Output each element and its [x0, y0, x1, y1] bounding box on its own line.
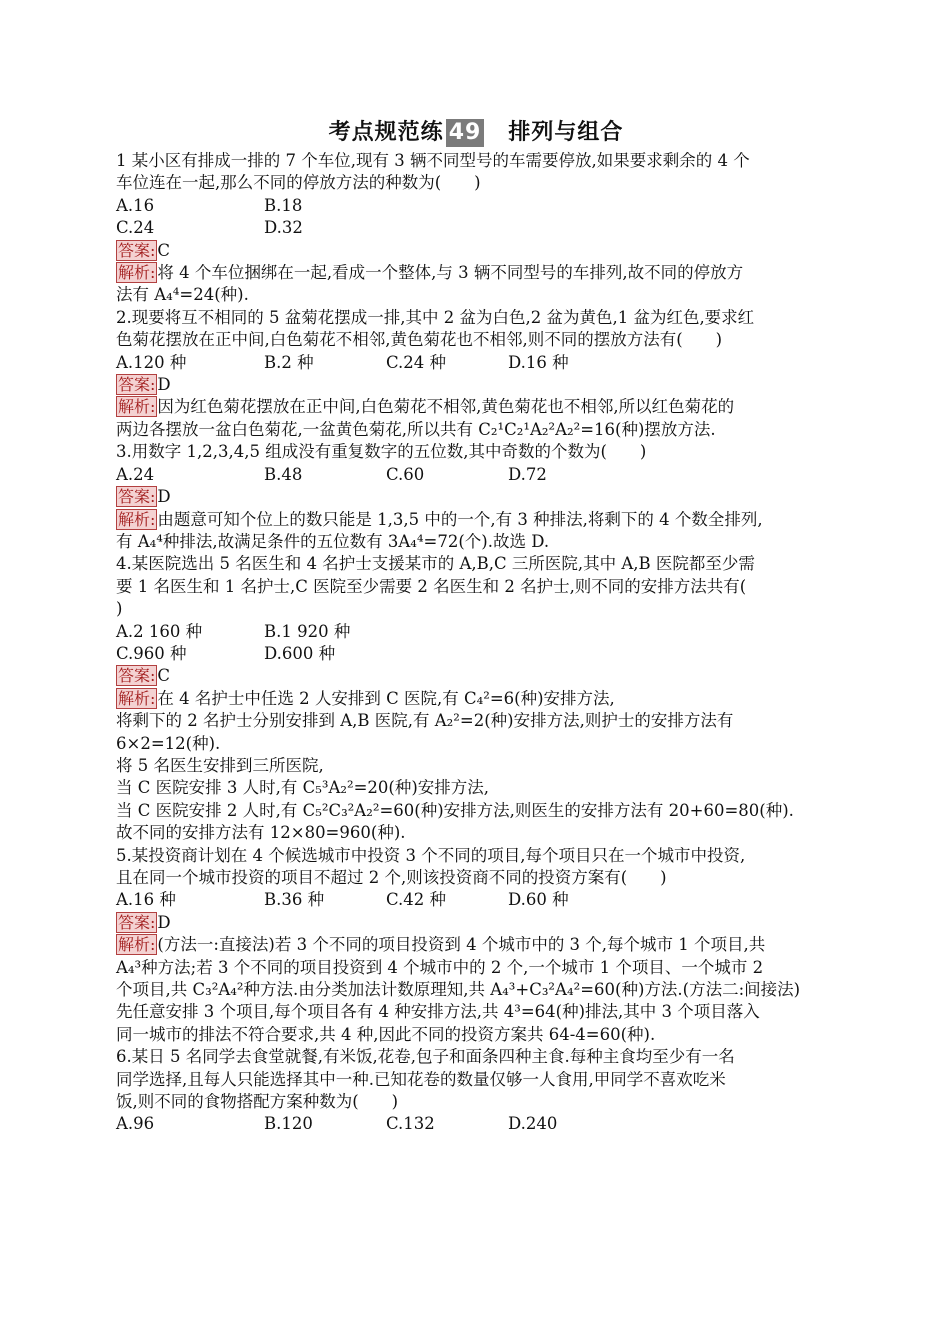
q3-analysis-text-1: 由题意可知个位上的数只能是 1,3,5 中的一个,有 3 种排法,将剩下的 4 个数全排列,	[157, 509, 763, 529]
page-title	[116, 116, 836, 150]
q1-analysis-line-2: 法有 A₄⁴=24(种).	[116, 285, 249, 305]
q4-options-row-2	[116, 643, 836, 665]
analysis-tag: 解析:	[118, 263, 156, 283]
q4-text-line-2: 要 1 名医生和 1 名护士,C 医院至少需要 2 名医生和 2 名护士,则不同的安排方法共有(	[116, 576, 747, 596]
q1-option-c: C.24	[116, 218, 155, 238]
q5-options-row	[116, 889, 836, 911]
q2-analysis-line-2: 两边各摆放一盆白色菊花,一盆黄色菊花,所以共有 C₂¹C₂¹A₂²A₂²=16(种)摆放方法.	[116, 419, 716, 439]
q4-option-a: A.2 160 种	[116, 621, 203, 641]
q2-option-d: D.16 种	[508, 352, 569, 372]
answer-tag: 答案:	[118, 912, 156, 932]
answer-tag: 答案:	[118, 240, 156, 260]
q5-analysis-line-5: 同一城市的排法不符合要求,共 4 种,因此不同的投资方案共 64-4=60(种).	[116, 1024, 656, 1044]
q1-answer-value: C	[157, 240, 171, 260]
q4-analysis-line-5: 当 C 医院安排 3 人时,有 C₅³A₂²=20(种)安排方法,	[116, 778, 490, 798]
q3-option-c: C.60	[386, 464, 425, 484]
answer-tag: 答案:	[118, 487, 156, 507]
q4-analysis-line-1	[116, 688, 836, 710]
q4-option-c: C.960 种	[116, 643, 187, 663]
q2-option-c: C.24 种	[386, 352, 447, 372]
exercise-page	[116, 116, 836, 1136]
q5-analysis-line-4: 先任意安排 3 个项目,每个项目各有 4 种安排方法,共 4³=64(种)排法,其中 3 个项目落入	[116, 1002, 760, 1022]
q4-analysis-line-3: 6×2=12(种).	[116, 733, 221, 753]
q5-analysis-line-3: 个项目,共 C₃²A₄²种方法.由分类加法计数原理知,共 A₄³+C₃²A₄²=60(种)方法.(方法二:间接法)	[116, 980, 801, 1000]
q6-option-d: D.240	[508, 1114, 558, 1134]
q4-option-b: B.1 920 种	[264, 621, 351, 641]
q5-text-line-2: 且在同一个城市投资的项目不超过 2 个,则该投资商不同的投资方案有( )	[116, 868, 667, 887]
q2-analysis-line-1	[116, 396, 836, 418]
q5-answer	[116, 912, 836, 934]
title-number-badge: 49	[446, 119, 485, 147]
title-main: 考点规范练	[328, 120, 444, 145]
q4-options-row-1	[116, 621, 836, 643]
analysis-tag: 解析:	[118, 688, 156, 708]
q4-text-line-1: 4.某医院选出 5 名医生和 4 名护士支援某市的 A,B,C 三所医院,其中 A,B 医院都至少需	[116, 554, 755, 574]
q5-analysis-line-2: A₄³种方法;若 3 个不同的项目投资到 4 个城市中的 2 个,一个城市 1 个项目、一个城市 2	[116, 957, 764, 977]
q2-answer-value: D	[157, 375, 171, 395]
q4-analysis-line-6: 当 C 医院安排 2 人时,有 C₅²C₃²A₂²=60(种)安排方法,则医生的安排方法有 20+60=80(种).	[116, 800, 794, 820]
q4-answer	[116, 665, 836, 687]
q1-analysis-line-1	[116, 262, 836, 284]
q3-option-b: B.48	[264, 464, 303, 484]
q4-answer-value: C	[157, 666, 171, 686]
q2-text-line-1: 2.现要将互不相同的 5 盆菊花摆成一排,其中 2 盆为白色,2 盆为黄色,1 盆为红色,要求红	[116, 307, 755, 327]
q1-option-b: B.18	[264, 195, 303, 215]
q6-option-a: A.96	[116, 1114, 155, 1134]
answer-tag: 答案:	[118, 375, 156, 395]
q3-text-line-1: 3.用数字 1,2,3,4,5 组成没有重复数字的五位数,其中奇数的个数为( )	[116, 442, 647, 462]
q4-analysis-text-1: 在 4 名护士中任选 2 人安排到 C 医院,有 C₄²=6(种)安排方法,	[157, 688, 615, 708]
q1-text-line-2: 车位连在一起,那么不同的停放方法的种数为( )	[116, 173, 481, 193]
q6-option-c: C.132	[386, 1114, 435, 1134]
q6-options-row	[116, 1113, 836, 1135]
q4-option-d: D.600 种	[264, 643, 336, 663]
q5-answer-value: D	[157, 912, 171, 932]
q5-option-b: B.36 种	[264, 890, 325, 910]
title-subtitle: 排列与组合	[508, 120, 624, 145]
q3-option-d: D.72	[508, 464, 547, 484]
q6-text-line-2: 同学选择,且每人只能选择其中一种.已知花卷的数量仅够一人食用,甲同学不喜欢吃米	[116, 1069, 726, 1089]
q1-option-d: D.32	[264, 218, 303, 238]
analysis-tag: 解析:	[118, 509, 156, 529]
answer-tag: 答案:	[118, 666, 156, 686]
q1-options-row-2	[116, 217, 836, 239]
q2-analysis-text-1: 因为红色菊花摆放在正中间,白色菊花不相邻,黄色菊花也不相邻,所以红色菊花的	[157, 397, 735, 417]
q5-text-line-1: 5.某投资商计划在 4 个候选城市中投资 3 个不同的项目,每个项目只在一个城市中投资,	[116, 845, 746, 865]
q4-text-line-3: )	[116, 599, 123, 619]
analysis-tag: 解析:	[118, 935, 156, 955]
q5-analysis-line-1	[116, 934, 836, 956]
q3-option-a: A.24	[116, 464, 155, 484]
q6-text-line-3: 饭,则不同的食物搭配方案种数为( )	[116, 1092, 399, 1112]
q5-option-d: D.60 种	[508, 890, 569, 910]
analysis-tag: 解析:	[118, 397, 156, 417]
q4-analysis-line-4: 将 5 名医生安排到三所医院,	[116, 755, 324, 775]
q1-answer	[116, 240, 836, 262]
q1-option-a: A.16	[116, 195, 155, 215]
q2-text-line-2: 色菊花摆放在正中间,白色菊花不相邻,黄色菊花也不相邻,则不同的摆放方法有( )	[116, 330, 723, 350]
q2-option-b: B.2 种	[264, 352, 314, 372]
q5-option-a: A.16 种	[116, 890, 176, 910]
q3-analysis-line-1	[116, 509, 836, 531]
q5-option-c: C.42 种	[386, 890, 447, 910]
q5-analysis-text-1: (方法一:直接法)若 3 个不同的项目投资到 4 个城市中的 3 个,每个城市 1 个项目,共	[157, 935, 766, 955]
q6-option-b: B.120	[264, 1114, 313, 1134]
q1-analysis-text-1: 将 4 个车位捆绑在一起,看成一个整体,与 3 辆不同型号的车排列,故不同的停放方	[157, 263, 744, 283]
q2-answer	[116, 374, 836, 396]
q1-options-row-1	[116, 195, 836, 217]
q3-options-row	[116, 464, 836, 486]
q6-text-line-1: 6.某日 5 名同学去食堂就餐,有米饭,花卷,包子和面条四种主食.每种主食均至少有一名	[116, 1047, 735, 1067]
q3-analysis-line-2: 有 A₄⁴种排法,故满足条件的五位数有 3A₄⁴=72(个).故选 D.	[116, 531, 550, 551]
q2-option-a: A.120 种	[116, 352, 187, 372]
q3-answer	[116, 486, 836, 508]
q3-answer-value: D	[157, 487, 171, 507]
q4-analysis-line-2: 将剩下的 2 名护士分别安排到 A,B 医院,有 A₂²=2(种)安排方法,则护士的安排方法有	[116, 711, 734, 731]
q1-text-line-1: 1 某小区有排成一排的 7 个车位,现有 3 辆不同型号的车需要停放,如果要求剩余的 4 个	[116, 151, 750, 170]
q2-options-row	[116, 352, 836, 374]
q4-analysis-line-7: 故不同的安排方法有 12×80=960(种).	[116, 823, 406, 843]
